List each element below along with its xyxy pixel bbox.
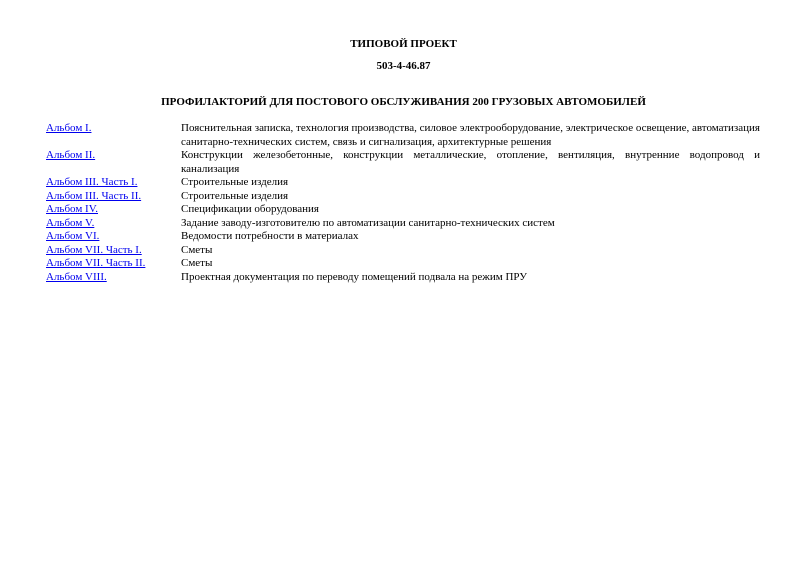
album-description: Ведомости потребности в материалах [181, 230, 359, 242]
album-row [46, 176, 760, 190]
album-description: Пояснительная записка, технология производства, силовое электрооборудование, электрическое освещение, автоматизация санитарно-технических систем, связь и сигнализация, архитектурные решения [181, 122, 760, 148]
album-link[interactable]: Альбом V. [46, 216, 95, 229]
album-row [46, 122, 760, 149]
document-type-heading: ТИПОВОЙ ПРОЕКТ [350, 38, 457, 50]
album-description: Сметы [181, 257, 213, 269]
album-link[interactable]: Альбом I. [46, 122, 92, 134]
album-row [46, 244, 760, 258]
album-description: Спецификации оборудования [181, 203, 319, 215]
album-link[interactable]: Альбом II. [46, 149, 96, 161]
album-description: Строительные изделия [181, 189, 289, 202]
album-link[interactable]: Альбом IV. [46, 203, 98, 215]
album-row [46, 230, 760, 244]
album-link[interactable]: Альбом VI. [46, 230, 100, 242]
album-description: Строительные изделия [181, 176, 289, 188]
album-row [46, 149, 760, 176]
album-description: Конструкции железобетонные, конструкции металлические, отопление, вентиляция, внутренние водопровод и канализация [181, 149, 760, 175]
album-row [46, 217, 760, 231]
album-row [46, 190, 760, 204]
album-description: Проектная документация по переводу помещений подвала на режим ПРУ [181, 270, 528, 283]
album-row [46, 257, 760, 271]
album-link[interactable]: Альбом III. Часть I. [46, 176, 138, 188]
album-description: Сметы [181, 243, 213, 256]
album-link[interactable]: Альбом III. Часть II. [46, 189, 142, 202]
project-title: ПРОФИЛАКТОРИЙ ДЛЯ ПОСТОВОГО ОБСЛУЖИВАНИЯ 200 ГРУЗОВЫХ АВТОМОБИЛЕЙ [161, 96, 646, 108]
album-description: Задание заводу-изготовителю по автоматизации санитарно-технических систем [181, 216, 555, 229]
album-row [46, 203, 760, 217]
album-link[interactable]: Альбом VIII. [46, 270, 107, 283]
album-row [46, 271, 760, 285]
project-number: 503-4-46.87 [376, 60, 431, 72]
album-link[interactable]: Альбом VII. Часть I. [46, 243, 142, 256]
album-link[interactable]: Альбом VII. Часть II. [46, 257, 146, 269]
album-list [46, 122, 760, 284]
